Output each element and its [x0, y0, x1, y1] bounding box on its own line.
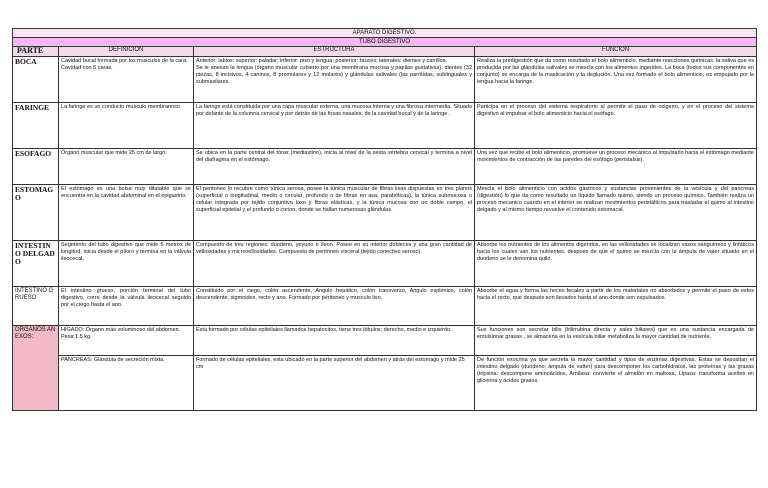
parte-cell: INTESTINO DELGADO — [13, 241, 59, 287]
parte-cell: FARINGE — [13, 103, 59, 149]
definicion-cell: Órgano muscular que mide 25 cm de largo. — [59, 149, 194, 185]
definicion-cell: La faringe es un conducto musculo membranoso — [59, 103, 194, 149]
table-row — [13, 287, 757, 326]
header-funcion: FUNCIÓN — [475, 47, 757, 57]
definicion-cell: PANCREAS: Glándula de secreción mixta. — [59, 356, 194, 411]
funcion-cell: Sus funciones son secretar bilis (bilirrubina directa y sales biliares) que es una sustancia encargada de emulsionar grasas , se almacena en la vesícula biliar metaboliza la mayor cantidad de nutriente. — [475, 326, 757, 356]
parte-cell: ESTOMAGO — [13, 185, 59, 241]
section-subtitle: TUBO DIGESTIVO — [13, 38, 757, 47]
table-row — [13, 185, 757, 241]
table-row — [13, 103, 757, 149]
estructura-cell: El peritoneo lo recubre como túnica serosa, posee la túnica muscular de fibras lisas dispuestas en tres planos (superficial o longitudinal, medio o circular, profundo o de fibras en asa, parabólicas), la túnica submucosa o celular integrada por tejido conjuntivo laxo y fibras elásticas, y la túnica mucosa con un doble campo, el superficial epitelial y el profundo o corion, donde se hallan numerosas glándulas. — [194, 185, 475, 241]
document-title: APARATO DIGESTIVO. — [13, 29, 757, 38]
funcion-cell: Mescla el bolo alimenticio con ácidos gástricos y sustancias provenientes de la vesícula y del pancreas (digestión) lo que da como resultado un líquido llamado quimo, siendo un proceso químico. También realiza un proceso mecanico cuando en el interior se realizan movimientos peristálticos para trasladar el quimo al intestino delgado y al mismo tiempo revuelve el contenido estomacal. — [475, 185, 757, 241]
parte-cell: ESOFAGO — [13, 149, 59, 185]
estructura-cell — [194, 57, 475, 103]
estructura-cell: La faringe está constituida por una capa muscular externa, una mucosa interna y una fibrosa intermedia. Situado por delante de la columna cervical y por detrás de las fosas nasales, de la cavidad bucal y de la laringe. — [194, 103, 475, 149]
definicion-cell: Cavidad bucal formada por los musculos de la cara. Cavidad con 6 caras. — [59, 57, 194, 103]
estructura-cell: Formado de células epiteliales, esta ubicado en la parte superior del abdomen y atrás del estomago y mide 25 cm — [194, 356, 475, 411]
definicion-cell: Segmento del tubo digestivo que mide 5 metros de longitud, inicia desde el píloro y termina en la válvula ileocecal. — [59, 241, 194, 287]
header-estructura: ESTRUCTURA — [194, 47, 475, 57]
estructura-paragraph: Anterior: labios; superior: paladar; inferior: piso y lengua; posterior: fauces; laterales: dientes y carrillos. — [196, 58, 447, 64]
funcion-cell: Realiza la predigestión que da como resultado el bolo alimenticio, mediante reacciones químicas, la saliva que es producida por las glándulas salivales se mescla con los alimentos ingeridos. La boca (todos sus componentes en conjunto) se encarga de la masticación y la deglución. Una vez formado el bolo alimenticio, es empujado por la lengua hacia la faringe. — [475, 57, 757, 103]
estructura-paragraph: Se le anexan la lengua (órgano muscular cubierto por una membrana mucosa y papilas gustativas), dientes (32 piezas, 8 incisivos, 4 caninos, 8 premolares y 12 molares) y glándulas salivales (las parótidas, sublinguales y submaxilares. — [196, 64, 472, 85]
organos-anexos-cell: ÓRGANOS ANEXOS: — [13, 326, 59, 411]
parte-cell: BOCA — [13, 57, 59, 103]
estructura-cell: Compuesto de tres regiones: duodeno, yeyuno e íleon. Posee en su interior dobleces y una gran cantidad de vellosidades y microvellosidades. Compuesto de peritoneo visceral (tejido conectivo seroso). — [194, 241, 475, 287]
table-row — [13, 57, 757, 103]
parte-cell: INTESTINO GRUESO — [13, 287, 59, 326]
definicion-cell: HÍGADO: Órgano más voluminoso del abdomen. Pesa 1.5 kg. — [59, 326, 194, 356]
header-definicion: DEFINICIÓN — [59, 47, 194, 57]
estructura-cell: Constituido por el ciego, colón ascendente, Angulo hepático, colón transverso, Angulo esplénico, colón descendente, sigmoides, recto y ano. Formado por peritoneo y musculo liso. — [194, 287, 475, 326]
funcion-cell: De función exocrina ya que secreta la mayor cantidad y tipos de enzimas digestivas. Estas se depositan el intestino delgado (duodeno: ámpula de vatter) para descomponer los carbohidratos, las proteínas y las grasas (tripsina: descompone aminoácidos, Amilasa: convierte el almidón en maltosa, Lipasa: transforma aceites en glicerina y ácidos grasos. — [475, 356, 757, 411]
funcion-cell: Una vez que recibe el bolo alimenticio, promueve un proceso mecánico al impulsarlo hacia el estómago mediante movimientos de contracción de las paredes del esófago (peristalsis). — [475, 149, 757, 185]
estructura-cell: Se ubica en la parte central del tórax (mediastino), inicia al nivel de la sexta vértebra cervical y termina a nivel del diafragma en el estómago. — [194, 149, 475, 185]
funcion-cell: Participa en el proceso del sistema respiratorio al permitir el paso de oxigeno, y en el proceso del sistema digestivo al impulsar el bolo alimenticio hacia el esófago. — [475, 103, 757, 149]
table-row — [13, 241, 757, 287]
definicion-cell: El estómago es una bolsa muy dilatable que se encuentra en la cavidad abdominal en el epigastrio. — [59, 185, 194, 241]
table-row — [13, 356, 757, 411]
definicion-cell: El intestino grueso, porción terminal del tubo digestivo, corre desde la válvula ileocecal seguido por el ciego hasta el ano. — [59, 287, 194, 326]
funcion-cell: Absorbe el agua y forma las heces fecales a partir de los materiales no absorbidos y permite el paso de estos hacia el recto, que después son llevados hasta el ano donde son expulsados. — [475, 287, 757, 326]
digestive-system-table — [12, 28, 757, 411]
table-row — [13, 149, 757, 185]
estructura-cell: Está formado por células epiteliales llamados hepatocitos, tiene tres lóbulos: derecho, medio e izquierdo. — [194, 326, 475, 356]
table-row — [13, 326, 757, 356]
header-parte: PARTE — [13, 47, 59, 57]
column-header-row — [13, 47, 757, 57]
funcion-cell: Absorbe los nutrientes de los alimentos digeridos, en las vellosidades se localizan vasos sanguíneos y linfáticos hacia los cuales van los nutrientes, despues de que el quimo se mezcla con la ámpula de vater situado en el duodeno se le denomina quilo. — [475, 241, 757, 287]
